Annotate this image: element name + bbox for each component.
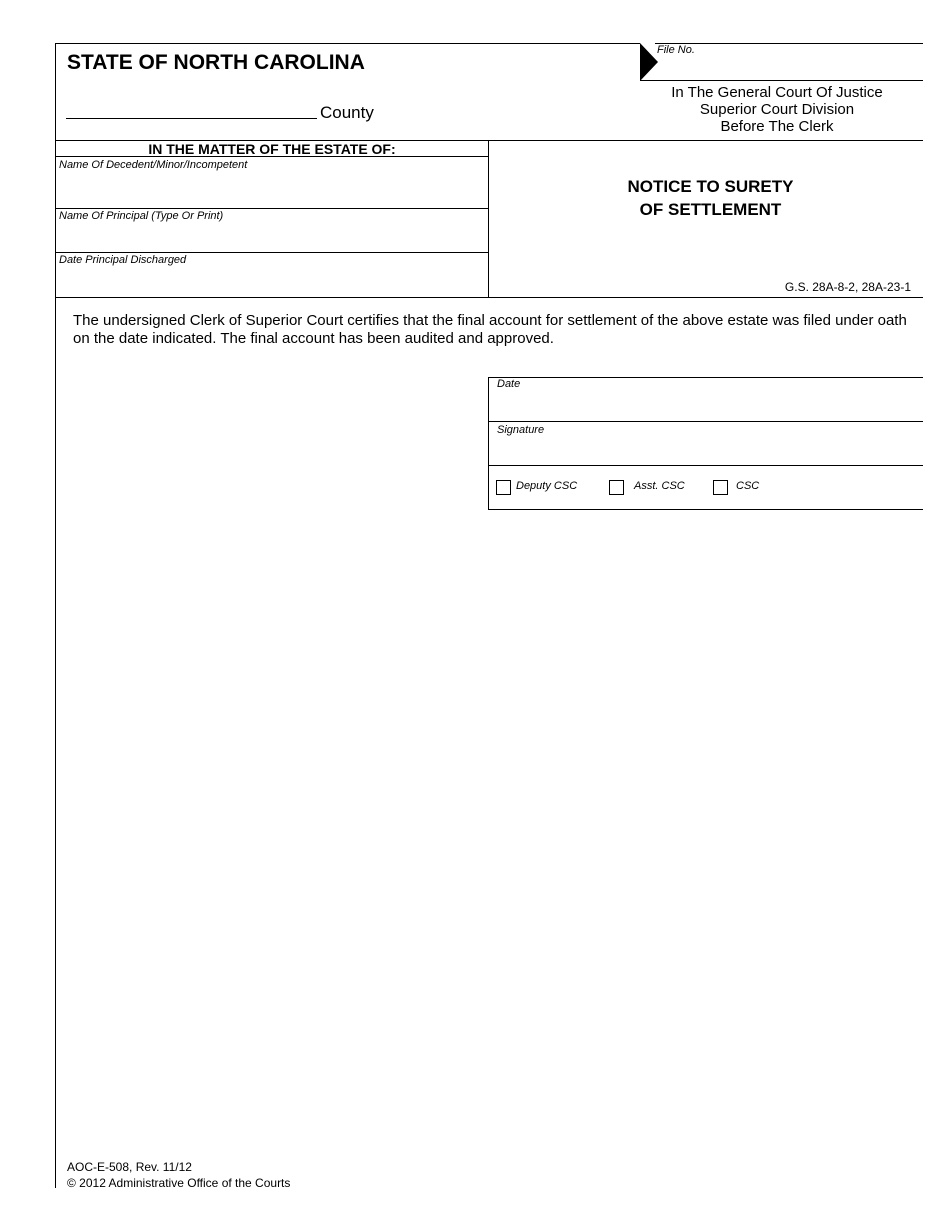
form-top-border — [55, 43, 640, 44]
decedent-divider — [55, 208, 488, 209]
principal-input[interactable] — [59, 225, 484, 251]
csc-label: CSC — [736, 480, 760, 492]
decedent-label: Name Of Decedent/Minor/Incompetent — [59, 159, 248, 171]
deputy-csc-label: Deputy CSC — [516, 480, 578, 492]
state-title: STATE OF NORTH CAROLINA — [67, 51, 365, 74]
form-id: AOC-E-508, Rev. 11/12 — [67, 1160, 192, 1174]
court-line-3: Before The Clerk — [720, 118, 834, 135]
date-divider — [488, 421, 923, 422]
estate-heading-underline — [55, 156, 488, 157]
county-label: County — [320, 103, 374, 122]
file-no-label: File No. — [657, 44, 695, 56]
form-title-line-1: NOTICE TO SURETY — [627, 177, 794, 196]
file-no-input[interactable] — [660, 56, 922, 80]
deputy-csc-checkbox[interactable] — [496, 480, 511, 495]
section-bottom-border — [55, 297, 923, 298]
principal-label: Name Of Principal (Type Or Print) — [59, 210, 224, 222]
asst-csc-label: Asst. CSC — [634, 480, 685, 492]
date-top-border — [488, 377, 923, 378]
certification-text: The undersigned Clerk of Superior Court certifies that the final account for settlement of the above estate was filed under oath on the date indicated. The final account has been audited and approved. — [73, 312, 907, 347]
date-label: Date — [497, 378, 521, 390]
discharged-input[interactable] — [59, 269, 484, 295]
court-line-1: In The General Court Of Justice — [671, 84, 883, 101]
csc-checkbox[interactable] — [713, 480, 728, 495]
discharged-label: Date Principal Discharged — [59, 254, 187, 266]
county-input[interactable] — [66, 118, 317, 119]
signature-input[interactable] — [497, 439, 917, 463]
decedent-input[interactable] — [59, 174, 484, 206]
form-left-border — [55, 43, 56, 1188]
form-title — [489, 175, 932, 221]
estate-heading: IN THE MATTER OF THE ESTATE OF: — [148, 141, 396, 157]
signature-divider — [488, 465, 923, 466]
file-no-top-border — [655, 43, 923, 44]
asst-csc-checkbox[interactable] — [609, 480, 624, 495]
copyright: © 2012 Administrative Office of the Courts — [67, 1176, 291, 1190]
principal-divider — [55, 252, 488, 253]
file-no-underline — [640, 80, 923, 81]
statute-reference: G.S. 28A-8-2, 28A-23-1 — [784, 280, 911, 294]
signature-block-left-border — [488, 377, 489, 509]
court-line-2: Superior Court Division — [699, 101, 855, 118]
date-input[interactable] — [497, 393, 917, 419]
signature-label: Signature — [497, 424, 545, 436]
court-info — [632, 84, 922, 135]
signature-block-bottom-border — [488, 509, 923, 510]
form-title-line-2: OF SETTLEMENT — [639, 200, 782, 219]
